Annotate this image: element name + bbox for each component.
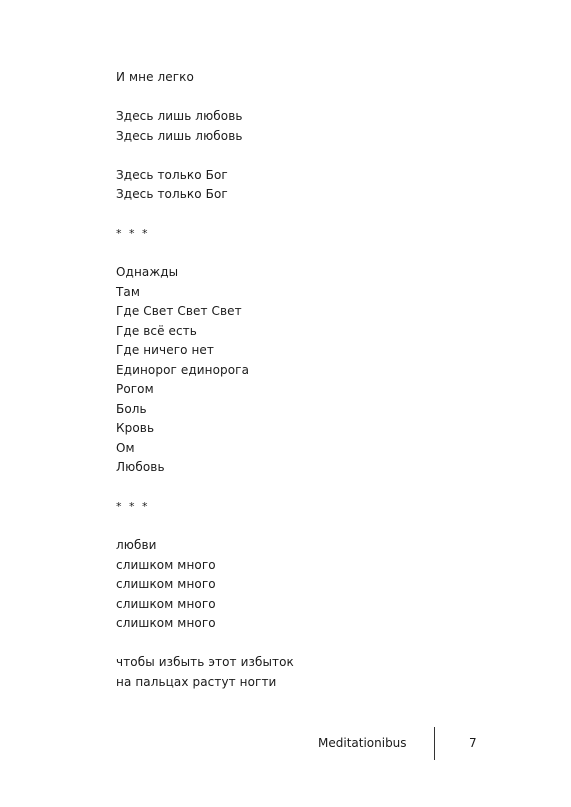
poem-line: Любовь	[116, 460, 165, 474]
poem-line: И мне легко	[116, 70, 194, 84]
poem-line: Здесь лишь любовь	[116, 128, 243, 143]
running-footer-title: Meditationibus	[318, 736, 407, 750]
poem-line: Здесь только Бог	[116, 167, 228, 182]
poem-text	[116, 68, 516, 692]
poem-line: любви	[116, 538, 157, 552]
poem-line: Однажды	[116, 265, 179, 279]
poem-line: Там	[116, 284, 141, 299]
poem-line: слишком много	[116, 557, 216, 572]
footer-divider	[434, 727, 435, 760]
page-number: 7	[469, 736, 477, 750]
poem-line: Рогом	[116, 382, 154, 396]
section-separator: * * *	[116, 500, 150, 513]
poem-line: Единорог единорога	[116, 362, 250, 377]
poem-line: Где Свет Свет Свет	[116, 304, 242, 318]
poem-line: слишком много	[116, 616, 216, 630]
poem-line: слишком много	[116, 596, 216, 611]
poem-line: на пальцах растут ногти	[116, 674, 277, 689]
poem-line: слишком много	[116, 577, 216, 591]
poem-line: Здесь только Бог	[116, 187, 228, 201]
poem-line: чтобы избыть этот избыток	[116, 655, 294, 669]
poem-line: Кровь	[116, 421, 155, 435]
poem-line: Здесь лишь любовь	[116, 109, 243, 123]
poem-line: Боль	[116, 401, 147, 416]
poem-line: Где всё есть	[116, 323, 197, 338]
poem-line: Где ничего нет	[116, 343, 215, 357]
poem-line: Ом	[116, 440, 135, 455]
section-separator: * * *	[116, 227, 150, 240]
